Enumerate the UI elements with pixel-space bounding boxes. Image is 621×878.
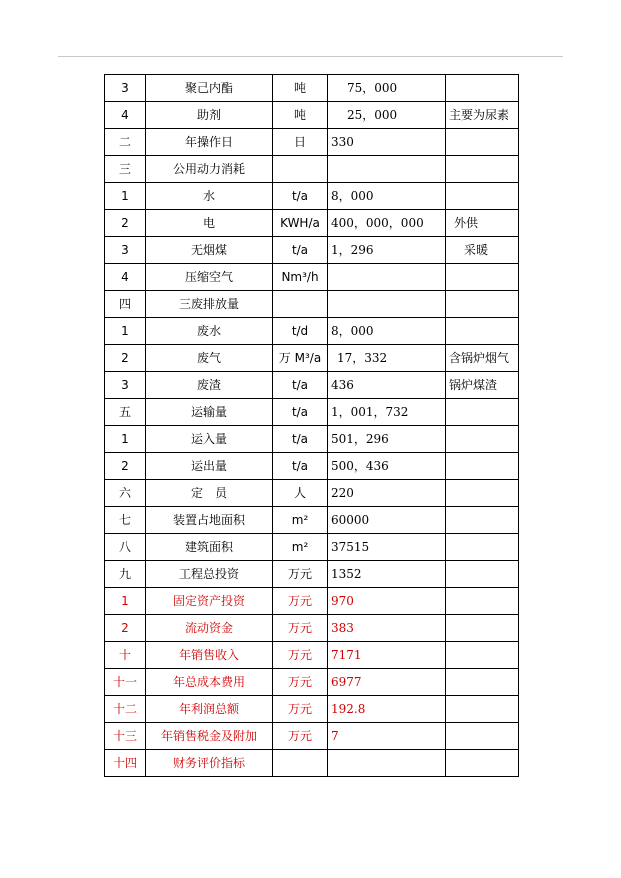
value-cell: 75，000 (328, 75, 446, 102)
row-number-cell: 十二 (105, 696, 146, 723)
value-cell: 220 (328, 480, 446, 507)
item-name-cell: 年销售税金及附加 (146, 723, 273, 750)
unit-cell: Nm³/h (273, 264, 328, 291)
unit-cell: t/a (273, 453, 328, 480)
note-cell (446, 291, 519, 318)
table-row (105, 156, 519, 183)
row-number-cell: 2 (105, 453, 146, 480)
row-number-cell: 八 (105, 534, 146, 561)
note-cell (446, 507, 519, 534)
note-cell (446, 480, 519, 507)
item-name-cell: 建筑面积 (146, 534, 273, 561)
value-cell: 970 (328, 588, 446, 615)
value-cell: 1，001，732 (328, 399, 446, 426)
table-row (105, 237, 519, 264)
unit-cell: t/a (273, 183, 328, 210)
table-row (105, 318, 519, 345)
note-cell (446, 561, 519, 588)
item-name-cell: 无烟煤 (146, 237, 273, 264)
item-name-cell: 年销售收入 (146, 642, 273, 669)
row-number-cell: 3 (105, 372, 146, 399)
item-name-cell: 聚己内酯 (146, 75, 273, 102)
unit-cell: 万元 (273, 696, 328, 723)
value-cell: 436 (328, 372, 446, 399)
table-row (105, 696, 519, 723)
note-cell (446, 588, 519, 615)
row-number-cell: 1 (105, 318, 146, 345)
unit-cell: 万元 (273, 561, 328, 588)
value-cell (328, 156, 446, 183)
value-cell: 60000 (328, 507, 446, 534)
page-header-rule (58, 56, 563, 57)
table-row (105, 426, 519, 453)
table-row (105, 129, 519, 156)
value-cell (328, 750, 446, 777)
unit-cell: 万元 (273, 723, 328, 750)
table-row (105, 75, 519, 102)
note-cell (446, 669, 519, 696)
project-indicators-table (104, 74, 519, 777)
row-number-cell: 四 (105, 291, 146, 318)
table-row (105, 480, 519, 507)
note-cell (446, 183, 519, 210)
unit-cell: 吨 (273, 75, 328, 102)
note-cell (446, 75, 519, 102)
item-name-cell: 运出量 (146, 453, 273, 480)
row-number-cell: 3 (105, 75, 146, 102)
table-row (105, 534, 519, 561)
item-name-cell: 年利润总额 (146, 696, 273, 723)
value-cell: 1352 (328, 561, 446, 588)
table-row (105, 750, 519, 777)
unit-cell (273, 750, 328, 777)
table-row (105, 291, 519, 318)
table-row (105, 588, 519, 615)
row-number-cell: 三 (105, 156, 146, 183)
note-cell (446, 129, 519, 156)
row-number-cell: 十三 (105, 723, 146, 750)
table-row (105, 372, 519, 399)
row-number-cell: 4 (105, 264, 146, 291)
table-body (105, 75, 519, 777)
unit-cell: 人 (273, 480, 328, 507)
unit-cell: 万元 (273, 615, 328, 642)
unit-cell: t/a (273, 372, 328, 399)
row-number-cell: 2 (105, 345, 146, 372)
row-number-cell: 七 (105, 507, 146, 534)
value-cell: 1，296 (328, 237, 446, 264)
note-cell (446, 723, 519, 750)
note-cell (446, 615, 519, 642)
item-name-cell: 废气 (146, 345, 273, 372)
item-name-cell: 定 员 (146, 480, 273, 507)
note-cell (446, 642, 519, 669)
item-name-cell: 助剂 (146, 102, 273, 129)
unit-cell: m² (273, 534, 328, 561)
unit-cell: 万元 (273, 642, 328, 669)
unit-cell: t/a (273, 426, 328, 453)
row-number-cell: 十 (105, 642, 146, 669)
unit-cell (273, 156, 328, 183)
item-name-cell: 工程总投资 (146, 561, 273, 588)
row-number-cell: 五 (105, 399, 146, 426)
unit-cell: t/a (273, 399, 328, 426)
item-name-cell: 压缩空气 (146, 264, 273, 291)
row-number-cell: 3 (105, 237, 146, 264)
unit-cell: 日 (273, 129, 328, 156)
value-cell: 7171 (328, 642, 446, 669)
note-cell (446, 750, 519, 777)
item-name-cell: 公用动力消耗 (146, 156, 273, 183)
item-name-cell: 废水 (146, 318, 273, 345)
note-cell: 外供 (446, 210, 519, 237)
item-name-cell: 水 (146, 183, 273, 210)
value-cell: 8，000 (328, 318, 446, 345)
row-number-cell: 1 (105, 426, 146, 453)
table-row (105, 102, 519, 129)
row-number-cell: 十四 (105, 750, 146, 777)
table-row (105, 210, 519, 237)
unit-cell (273, 291, 328, 318)
table-row (105, 615, 519, 642)
item-name-cell: 废渣 (146, 372, 273, 399)
table-row (105, 642, 519, 669)
value-cell: 501，296 (328, 426, 446, 453)
value-cell: 17，332 (328, 345, 446, 372)
note-cell (446, 426, 519, 453)
note-cell: 含锅炉烟气 (446, 345, 519, 372)
value-cell: 37515 (328, 534, 446, 561)
value-cell: 6977 (328, 669, 446, 696)
table-row (105, 723, 519, 750)
item-name-cell: 装置占地面积 (146, 507, 273, 534)
note-cell (446, 156, 519, 183)
value-cell: 330 (328, 129, 446, 156)
value-cell: 8，000 (328, 183, 446, 210)
value-cell: 192.8 (328, 696, 446, 723)
row-number-cell: 1 (105, 588, 146, 615)
unit-cell: 吨 (273, 102, 328, 129)
note-cell (446, 318, 519, 345)
unit-cell: 万 M³/a (273, 345, 328, 372)
row-number-cell: 2 (105, 615, 146, 642)
item-name-cell: 年操作日 (146, 129, 273, 156)
unit-cell: 万元 (273, 669, 328, 696)
item-name-cell: 年总成本费用 (146, 669, 273, 696)
value-cell: 400，000，000 (328, 210, 446, 237)
table-row (105, 561, 519, 588)
row-number-cell: 4 (105, 102, 146, 129)
row-number-cell: 1 (105, 183, 146, 210)
row-number-cell: 十一 (105, 669, 146, 696)
table-row (105, 264, 519, 291)
row-number-cell: 六 (105, 480, 146, 507)
note-cell: 采暖 (446, 237, 519, 264)
table-row (105, 345, 519, 372)
row-number-cell: 二 (105, 129, 146, 156)
unit-cell: t/a (273, 237, 328, 264)
table-row (105, 507, 519, 534)
value-cell: 7 (328, 723, 446, 750)
table-row (105, 183, 519, 210)
unit-cell: 万元 (273, 588, 328, 615)
value-cell (328, 291, 446, 318)
note-cell (446, 453, 519, 480)
row-number-cell: 九 (105, 561, 146, 588)
unit-cell: KWH/a (273, 210, 328, 237)
item-name-cell: 固定资产投资 (146, 588, 273, 615)
item-name-cell: 流动资金 (146, 615, 273, 642)
item-name-cell: 运输量 (146, 399, 273, 426)
note-cell: 主要为尿素 (446, 102, 519, 129)
table-row (105, 453, 519, 480)
item-name-cell: 电 (146, 210, 273, 237)
unit-cell: m² (273, 507, 328, 534)
value-cell: 25，000 (328, 102, 446, 129)
table-row (105, 399, 519, 426)
item-name-cell: 财务评价指标 (146, 750, 273, 777)
value-cell: 383 (328, 615, 446, 642)
note-cell: 锅炉煤渣 (446, 372, 519, 399)
value-cell (328, 264, 446, 291)
note-cell (446, 264, 519, 291)
item-name-cell: 运入量 (146, 426, 273, 453)
note-cell (446, 399, 519, 426)
row-number-cell: 2 (105, 210, 146, 237)
note-cell (446, 696, 519, 723)
item-name-cell: 三废排放量 (146, 291, 273, 318)
unit-cell: t/d (273, 318, 328, 345)
value-cell: 500，436 (328, 453, 446, 480)
note-cell (446, 534, 519, 561)
table-row (105, 669, 519, 696)
